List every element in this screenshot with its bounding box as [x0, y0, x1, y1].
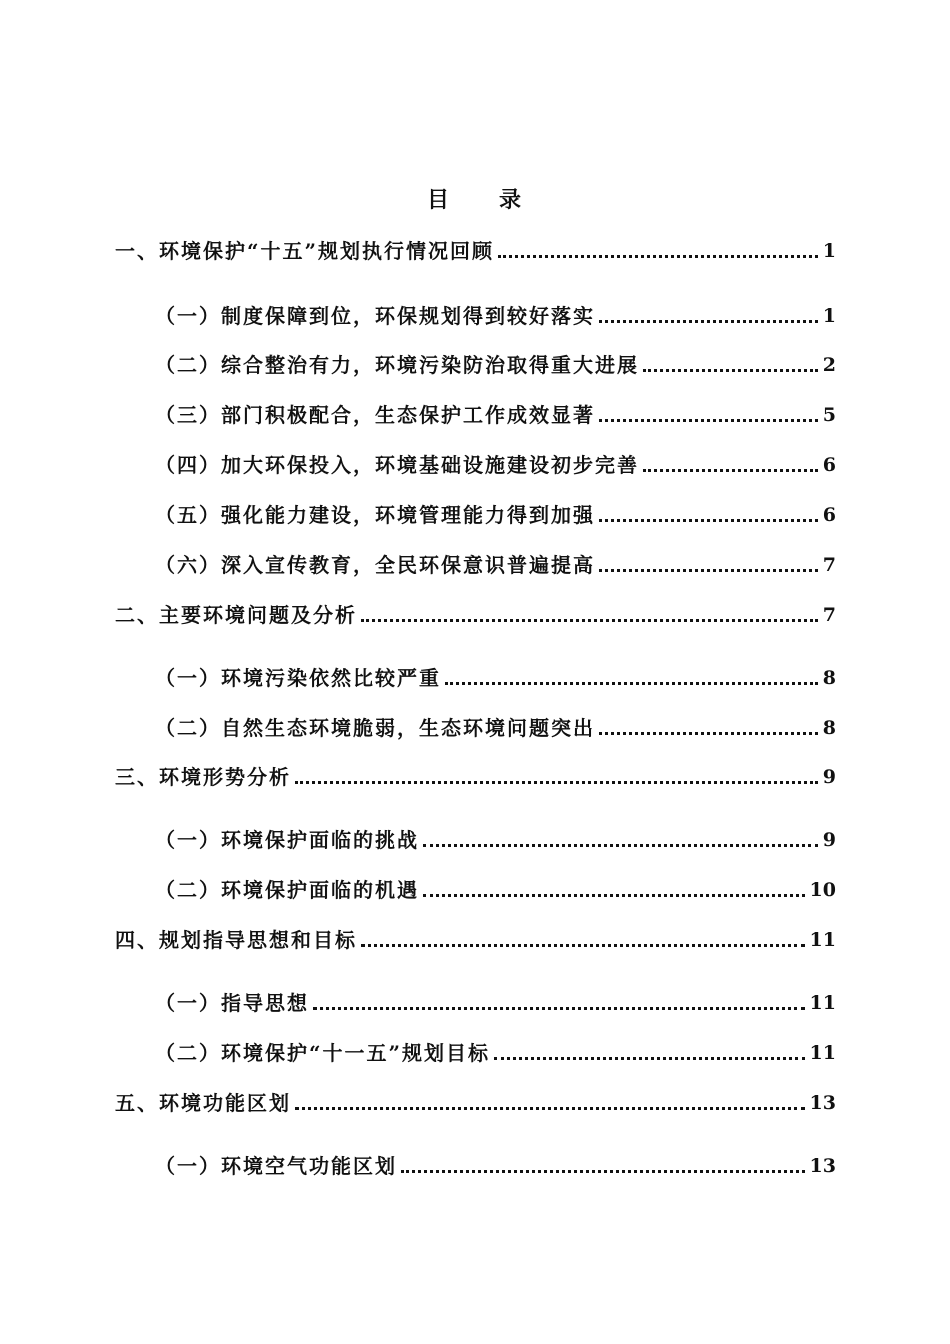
toc-page-number: 9	[822, 766, 836, 788]
dot-leader	[313, 1006, 805, 1010]
toc-page-number: 11	[809, 1042, 836, 1064]
dot-leader	[599, 319, 818, 323]
toc-entry-text: （六）深入宣传教育，全民环保意识普遍提高	[155, 553, 595, 577]
toc-page-number: 11	[809, 992, 836, 1014]
dot-leader	[423, 843, 818, 847]
toc-entry[interactable]	[0, 1034, 950, 1068]
toc-title: 目 录	[426, 187, 523, 213]
toc-entry-text: （二）综合整治有力，环境污染防治取得重大进展	[155, 353, 639, 377]
toc-page-number: 5	[822, 404, 836, 426]
dot-leader	[295, 780, 818, 784]
toc-entry[interactable]	[0, 297, 950, 331]
dot-leader	[599, 518, 818, 522]
dot-leader	[599, 568, 818, 572]
toc-entry-text: 五、环境功能区划	[115, 1091, 291, 1115]
dot-leader	[361, 943, 805, 947]
dot-leader	[599, 418, 818, 422]
toc-page-number: 13	[809, 1155, 836, 1177]
toc-page-number: 6	[822, 504, 836, 526]
toc-entry[interactable]	[0, 346, 950, 380]
toc-entry-text: （二）环境保护面临的机遇	[155, 878, 419, 902]
toc-entry-text: （一）指导思想	[155, 991, 309, 1015]
toc-page-number: 13	[809, 1092, 836, 1114]
dot-leader	[643, 468, 818, 472]
toc-page-number: 1	[822, 305, 836, 327]
toc-entry-text: 一、环境保护“十五”规划执行情况回顾	[115, 239, 495, 263]
toc-entry[interactable]	[0, 921, 950, 955]
toc-entry-text: 二、主要环境问题及分析	[115, 603, 357, 627]
toc-page-number: 6	[822, 454, 836, 476]
dot-leader	[295, 1106, 805, 1110]
toc-entry[interactable]	[0, 984, 950, 1018]
toc-entry-text: （四）加大环保投入，环境基础设施建设初步完善	[155, 453, 639, 477]
toc-page-number: 11	[809, 929, 836, 951]
dot-leader	[498, 254, 818, 258]
toc-entry[interactable]	[0, 546, 950, 580]
toc-page-number: 1	[822, 240, 836, 262]
toc-entry-text: （一）环境污染依然比较严重	[155, 666, 441, 690]
toc-page-number: 10	[809, 879, 836, 901]
dot-leader	[599, 731, 818, 735]
toc-entry[interactable]	[0, 1147, 950, 1181]
toc-entry-text: （二）自然生态环境脆弱，生态环境问题突出	[155, 716, 595, 740]
toc-entry[interactable]	[0, 821, 950, 855]
toc-page-number: 8	[822, 717, 836, 739]
toc-entry-text: （一）制度保障到位，环保规划得到较好落实	[155, 304, 595, 328]
toc-entry-text: （五）强化能力建设，环境管理能力得到加强	[155, 503, 595, 527]
dot-leader	[445, 681, 818, 685]
toc-entry[interactable]	[0, 496, 950, 530]
toc-entry[interactable]	[0, 758, 950, 792]
toc-entry[interactable]	[0, 596, 950, 630]
toc-page-number: 2	[822, 354, 836, 376]
dot-leader	[494, 1056, 805, 1060]
dot-leader	[643, 368, 818, 372]
toc-entry[interactable]	[0, 871, 950, 905]
toc-entry-text: 四、规划指导思想和目标	[115, 928, 357, 952]
toc-entry[interactable]	[0, 232, 950, 266]
toc-page-number: 7	[822, 604, 836, 626]
toc-entry[interactable]	[0, 709, 950, 743]
toc-page-number: 8	[822, 667, 836, 689]
toc-page-number: 7	[822, 554, 836, 576]
toc-entry-text: （三）部门积极配合，生态保护工作成效显著	[155, 403, 595, 427]
toc-page-number: 9	[822, 829, 836, 851]
toc-entry-text: 三、环境形势分析	[115, 765, 291, 789]
toc-entry[interactable]	[0, 396, 950, 430]
dot-leader	[361, 618, 818, 622]
toc-entry[interactable]	[0, 446, 950, 480]
dot-leader	[423, 893, 805, 897]
toc-entry-text: （二）环境保护“十一五”规划目标	[155, 1041, 491, 1065]
toc-entry-text: （一）环境保护面临的挑战	[155, 828, 419, 852]
toc-entry[interactable]	[0, 659, 950, 693]
toc-entry-text: （一）环境空气功能区划	[155, 1154, 397, 1178]
toc-entry[interactable]	[0, 1084, 950, 1118]
dot-leader	[401, 1169, 805, 1173]
